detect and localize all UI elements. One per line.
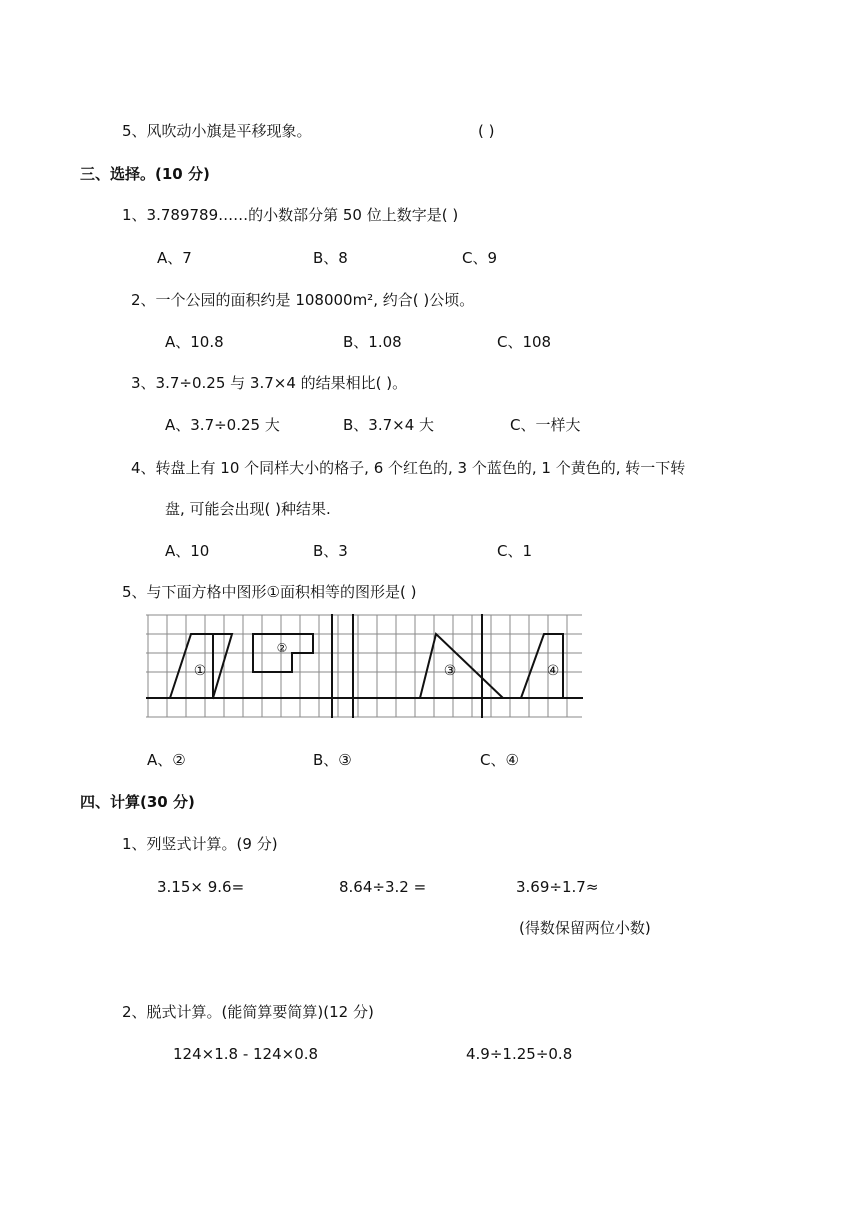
calc-part-2-title: 2、脱式计算。(能简算要简算)(12 分) bbox=[122, 1003, 374, 1021]
choice-question-1: 1、3.789789……的小数部分第 50 位上数字是( ) bbox=[122, 206, 459, 224]
section-heading-calculation: 四、计算(30 分) bbox=[80, 793, 195, 811]
choice-question-4-cont: 盘, 可能会出现( )种结果. bbox=[165, 500, 331, 518]
option-c: C、④ bbox=[480, 751, 519, 769]
shape-1-diagonal bbox=[213, 634, 232, 698]
option-c: C、9 bbox=[462, 249, 498, 267]
calc-expression: 3.15× 9.6= bbox=[157, 878, 245, 896]
choice-question-5: 5、与下面方格中图形①面积相等的图形是( ) bbox=[122, 583, 417, 601]
option-c: C、一样大 bbox=[510, 416, 581, 434]
choice-question-4: 4、转盘上有 10 个同样大小的格子, 6 个红色的, 3 个蓝色的, 1 个黄色的, 转一下转 bbox=[131, 459, 686, 477]
rounding-note: (得数保留两位小数) bbox=[519, 919, 651, 937]
label-3: ③ bbox=[443, 663, 457, 679]
shape-1 bbox=[170, 634, 213, 698]
label-1: ① bbox=[193, 663, 207, 679]
choice-question-2: 2、一个公园的面积约是 108000m², 约合( )公顷。 bbox=[131, 291, 475, 309]
option-a: A、10 bbox=[165, 542, 210, 560]
shape-outlines bbox=[146, 615, 582, 717]
calc-part-1-title: 1、列竖式计算。(9 分) bbox=[122, 835, 278, 853]
grid-lines bbox=[146, 615, 582, 717]
label-2: ② bbox=[276, 641, 288, 655]
section-heading-choice: 三、选择。(10 分) bbox=[80, 165, 210, 183]
calc-expression: 124×1.8 - 124×0.8 bbox=[173, 1045, 319, 1063]
option-b: B、1.08 bbox=[343, 333, 402, 351]
calc-expression: 4.9÷1.25÷0.8 bbox=[466, 1045, 573, 1063]
grid-figure bbox=[146, 612, 586, 724]
tf-question-5: 5、风吹动小旗是平移现象。 bbox=[122, 122, 312, 140]
calc-expression: 8.64÷3.2 = bbox=[339, 878, 427, 896]
option-c: C、108 bbox=[497, 333, 552, 351]
answer-blank: ( ) bbox=[478, 122, 495, 140]
option-a: A、3.7÷0.25 大 bbox=[165, 416, 280, 434]
option-a: A、10.8 bbox=[165, 333, 224, 351]
option-c: C、1 bbox=[497, 542, 533, 560]
choice-question-3: 3、3.7÷0.25 与 3.7×4 的结果相比( )。 bbox=[131, 374, 408, 392]
option-b: B、3.7×4 大 bbox=[343, 416, 435, 434]
label-4: ④ bbox=[546, 663, 560, 679]
option-b: B、3 bbox=[313, 542, 348, 560]
option-a: A、② bbox=[147, 751, 186, 769]
option-b: B、③ bbox=[313, 751, 352, 769]
option-a: A、7 bbox=[157, 249, 192, 267]
calc-expression: 3.69÷1.7≈ bbox=[516, 878, 599, 896]
option-b: B、8 bbox=[313, 249, 348, 267]
